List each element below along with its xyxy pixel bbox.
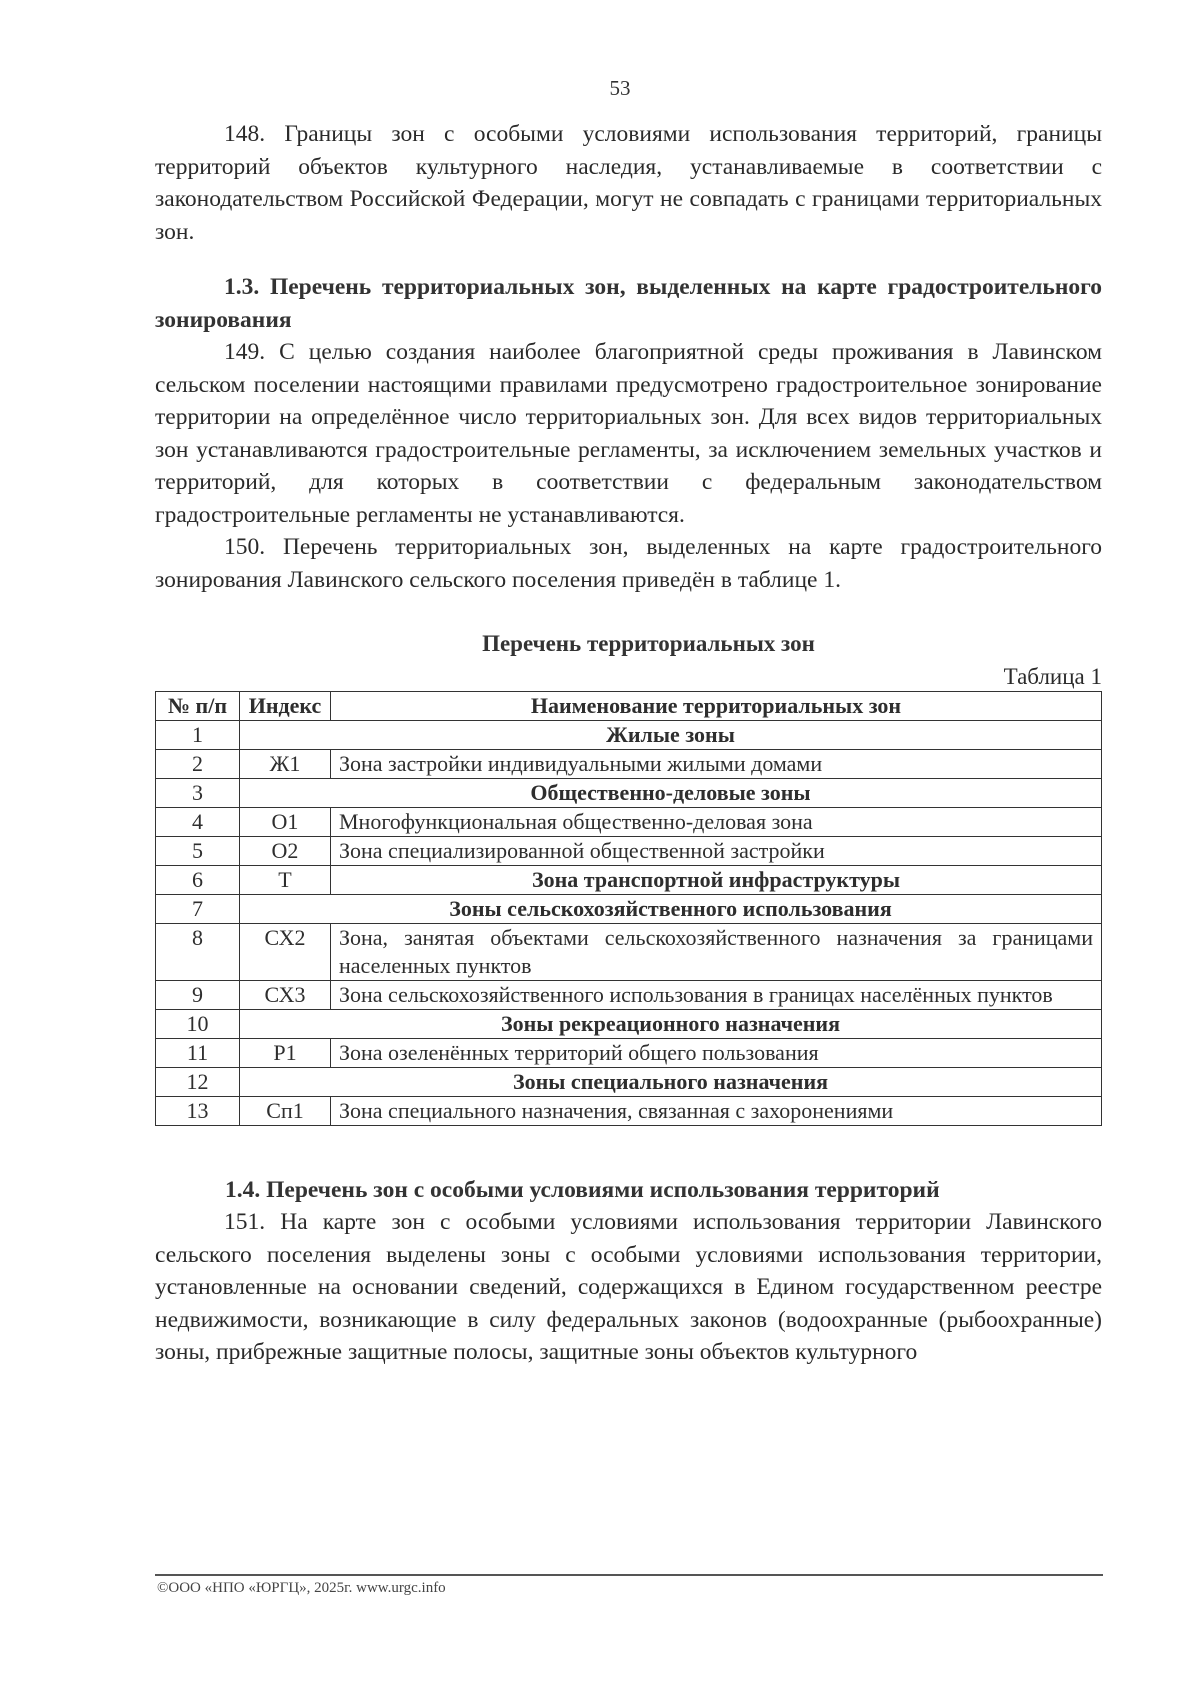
paragraph-149: 149. С целью создания наиболее благоприятной среды проживания в Лавинском сельском поселении настоящими правилами предусмотрено градостроительное зонирование территории на определённое число территориальных зон. Для всех видов территориальных зон устанавливаются градостроительные регламенты, за исключением земельных участков и территорий, для которых в соответствии с федеральным законодательством градостроительные регламенты не устанавливаются. (155, 339, 1102, 528)
table-header-row (156, 691, 1102, 720)
zone-group-name: Жилые зоны (240, 720, 1102, 749)
table-row (156, 778, 1102, 807)
zone-name: Многофункциональная общественно-деловая зона (331, 807, 1102, 836)
table-row (156, 923, 1102, 980)
section-heading-1-3: 1.3. Перечень территориальных зон, выделенных на карте градостроительного зонирования (155, 274, 1102, 333)
row-number: 8 (156, 923, 240, 980)
table-row (156, 894, 1102, 923)
footer-divider (155, 1574, 1103, 1576)
zone-name: Зона сельскохозяйственного использования в границах населённых пунктов (331, 980, 1102, 1009)
zone-index: О1 (240, 807, 331, 836)
table-label: Таблица 1 (1003, 663, 1102, 689)
zone-name: Зона застройки индивидуальными жилыми домами (331, 749, 1102, 778)
table-row (156, 980, 1102, 1009)
zone-group-name: Зона транспортной инфраструктуры (331, 865, 1102, 894)
zone-index: Т (240, 865, 331, 894)
row-number: 12 (156, 1067, 240, 1096)
table-title: Перечень территориальных зон (482, 631, 815, 656)
zone-group-name: Зоны специального назначения (240, 1067, 1102, 1096)
row-number: 3 (156, 778, 240, 807)
row-number: 11 (156, 1038, 240, 1067)
row-number: 7 (156, 894, 240, 923)
section-heading-1-4: 1.4. Перечень зон с особыми условиями использования территорий (225, 1176, 940, 1203)
header-index: Индекс (240, 691, 331, 720)
document-body (155, 118, 1102, 1369)
zone-name: Зона, занятая объектами сельскохозяйственного назначения за границами населенных пунктов (331, 923, 1102, 980)
footer-copyright: ©ООО «НПО «ЮРГЦ», 2025г. www.urgc.info (157, 1580, 446, 1596)
page-number: 53 (609, 76, 631, 100)
table-row (156, 1096, 1102, 1125)
zones-table (155, 691, 1102, 1126)
header-zone-name: Наименование территориальных зон (331, 691, 1102, 720)
zone-index: СХ2 (240, 923, 331, 980)
row-number: 13 (156, 1096, 240, 1125)
row-number: 10 (156, 1009, 240, 1038)
table-row (156, 1009, 1102, 1038)
table-row (156, 836, 1102, 865)
row-number: 9 (156, 980, 240, 1009)
zone-index: Ж1 (240, 749, 331, 778)
zone-name: Зона озеленённых территорий общего пользования (331, 1038, 1102, 1067)
table-row (156, 749, 1102, 778)
table-row (156, 1067, 1102, 1096)
zone-index: Сп1 (240, 1096, 331, 1125)
paragraph-148: 148. Границы зон с особыми условиями использования территорий, границы территорий объектов культурного наследия, устанавливаемые в соответствии с законодательством Российской Федерации, могут не совпадать с границами территориальных зон. (155, 121, 1102, 245)
header-number: № п/п (156, 691, 240, 720)
row-number: 4 (156, 807, 240, 836)
zone-index: СХ3 (240, 980, 331, 1009)
zone-name: Зона специального назначения, связанная с захоронениями (331, 1096, 1102, 1125)
row-number: 5 (156, 836, 240, 865)
paragraph-150: 150. Перечень территориальных зон, выделенных на карте градостроительного зонирования Лавинского сельского поселения приведён в таблице 1. (155, 534, 1102, 593)
zone-index: О2 (240, 836, 331, 865)
row-number: 2 (156, 749, 240, 778)
table-row (156, 807, 1102, 836)
zone-group-name: Зоны сельскохозяйственного использования (240, 894, 1102, 923)
paragraph-151: 151. На карте зон с особыми условиями использования территории Лавинского сельского поселения выделены зоны с особыми условиями использования территории, установленные на основании сведений, содержащихся в Едином государственном реестре недвижимости, возникающие в силу федеральных законов (водоохранные (рыбоохранные) зоны, прибрежные защитные полосы, защитные зоны объектов культурного (155, 1209, 1102, 1365)
zone-index: Р1 (240, 1038, 331, 1067)
zone-group-name: Зоны рекреационного назначения (240, 1009, 1102, 1038)
table-row (156, 720, 1102, 749)
row-number: 6 (156, 865, 240, 894)
zone-name: Зона специализированной общественной застройки (331, 836, 1102, 865)
table-row (156, 1038, 1102, 1067)
row-number: 1 (156, 720, 240, 749)
zone-group-name: Общественно-деловые зоны (240, 778, 1102, 807)
table-row (156, 865, 1102, 894)
